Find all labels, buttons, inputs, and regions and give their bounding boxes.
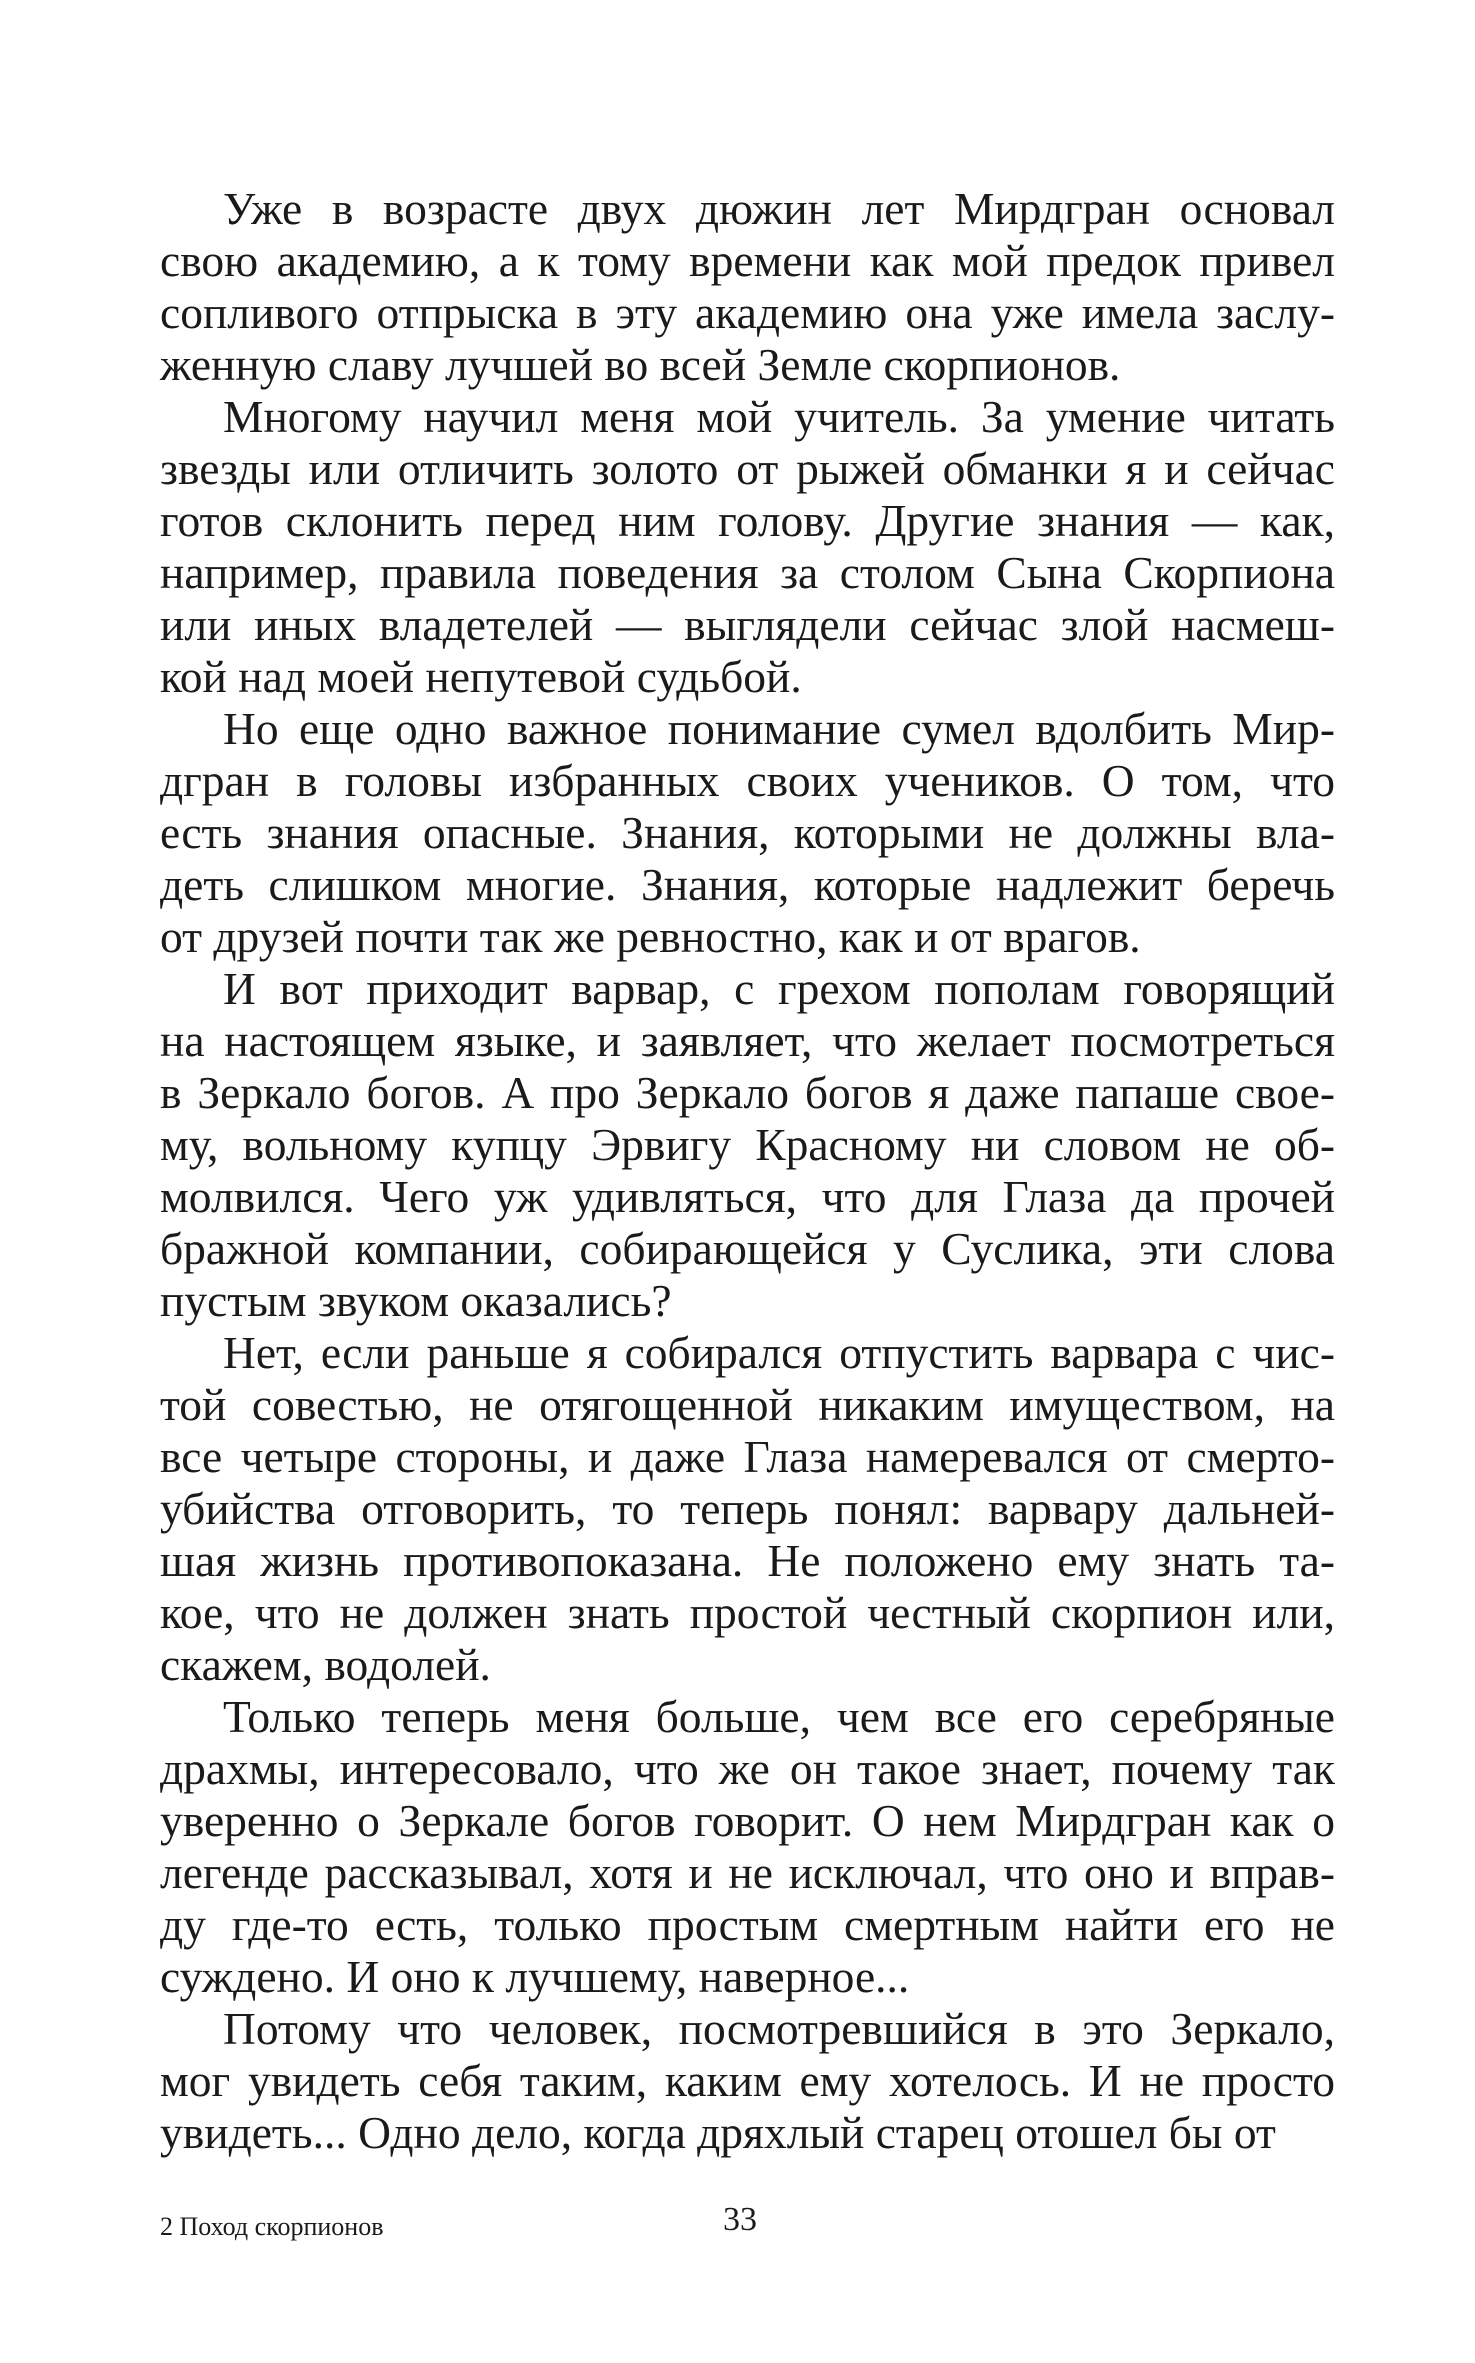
text-line: Но еще одно важное понимание сумел вдолбить Мир- [223,703,1335,754]
text-line: Уже в возрасте двух дюжин лет Мирдгран основал [223,183,1335,234]
text-line: му, вольному купцу Эрвигу Красному ни словом не об- [160,1119,1335,1170]
text-line: женную славу лучшей во всей Земле скорпионов. [160,339,1121,390]
text-line: сопливого отпрыска в эту академию она уже имела заслу- [160,287,1335,338]
text-line: например, правила поведения за столом Сына Скорпиона [160,547,1335,598]
text-line: от друзей почти так же ревностно, как и от врагов. [160,911,1141,962]
text-line: кой над моей непутевой судьбой. [160,651,802,702]
paragraph [160,963,1335,1327]
text-line: Нет, если раньше я собирался отпустить варвара с чис- [223,1327,1335,1378]
text-line: ду где-то есть, только простым смертным найти его не [160,1899,1335,1950]
text-line: готов склонить перед ним голову. Другие знания — как, [160,495,1335,546]
text-line: молвился. Чего уж удивляться, что для Глаза да прочей [160,1171,1335,1222]
paragraph [160,1691,1335,2003]
text-line: шая жизнь противопоказана. Не положено ему знать та- [160,1535,1335,1586]
text-line: деть слишком многие. Знания, которые надлежит беречь [160,859,1335,910]
text-line: драхмы, интересовало, что же он такое знает, почему так [160,1743,1335,1794]
text-line: есть знания опасные. Знания, которыми не должны вла- [160,807,1335,858]
text-line: убийства отговорить, то теперь понял: варвару дальней- [160,1483,1335,1534]
text-line: на настоящем языке, и заявляет, что желает посмотреться [160,1015,1335,1066]
text-line: свою академию, а к тому времени как мой предок привел [160,235,1335,286]
text-line: И вот приходит варвар, с грехом пополам говорящий [223,963,1335,1014]
text-line: кое, что не должен знать простой честный скорпион или, [160,1587,1335,1638]
text-line: скажем, водолей. [160,1639,491,1690]
text-line: уверенно о Зеркале богов говорит. О нем Мирдгран как о [160,1795,1335,1846]
text-line: в Зеркало богов. А про Зеркало богов я даже папаше свое- [160,1067,1335,1118]
running-footer-title: 2 Поход скорпионов [160,2212,384,2241]
paragraph [160,391,1335,703]
text-line: Потому что человек, посмотревшийся в это Зеркало, [223,2003,1335,2054]
paragraph [160,2003,1335,2159]
paragraph [160,183,1335,391]
text-line: той совестью, не отягощенной никаким имуществом, на [160,1379,1335,1430]
body-text [160,183,1335,2159]
text-line: пустым звуком оказались? [160,1275,672,1326]
text-line: мог увидеть себя таким, каким ему хотелось. И не просто [160,2055,1335,2106]
text-line: Многому научил меня мой учитель. За умение читать [223,391,1335,442]
paragraph [160,703,1335,963]
paragraph [160,1327,1335,1691]
text-line: легенде рассказывал, хотя и не исключал, что оно и вправ- [160,1847,1335,1898]
text-line: увидеть... Одно дело, когда дряхлый старец отошел бы от [160,2107,1276,2158]
text-line: суждено. И оно к лучшему, наверное... [160,1951,910,2002]
page-number: 33 [723,2201,757,2238]
text-line: все четыре стороны, и даже Глаза намеревался от смерто- [160,1431,1335,1482]
text-line: дгран в головы избранных своих учеников. О том, что [160,755,1335,806]
text-line: или иных владетелей — выглядели сейчас злой насмеш- [160,599,1335,650]
text-line: звезды или отличить золото от рыжей обманки я и сейчас [160,443,1335,494]
text-line: Только теперь меня больше, чем все его серебряные [223,1691,1335,1742]
text-line: бражной компании, собирающейся у Суслика, эти слова [160,1223,1335,1274]
